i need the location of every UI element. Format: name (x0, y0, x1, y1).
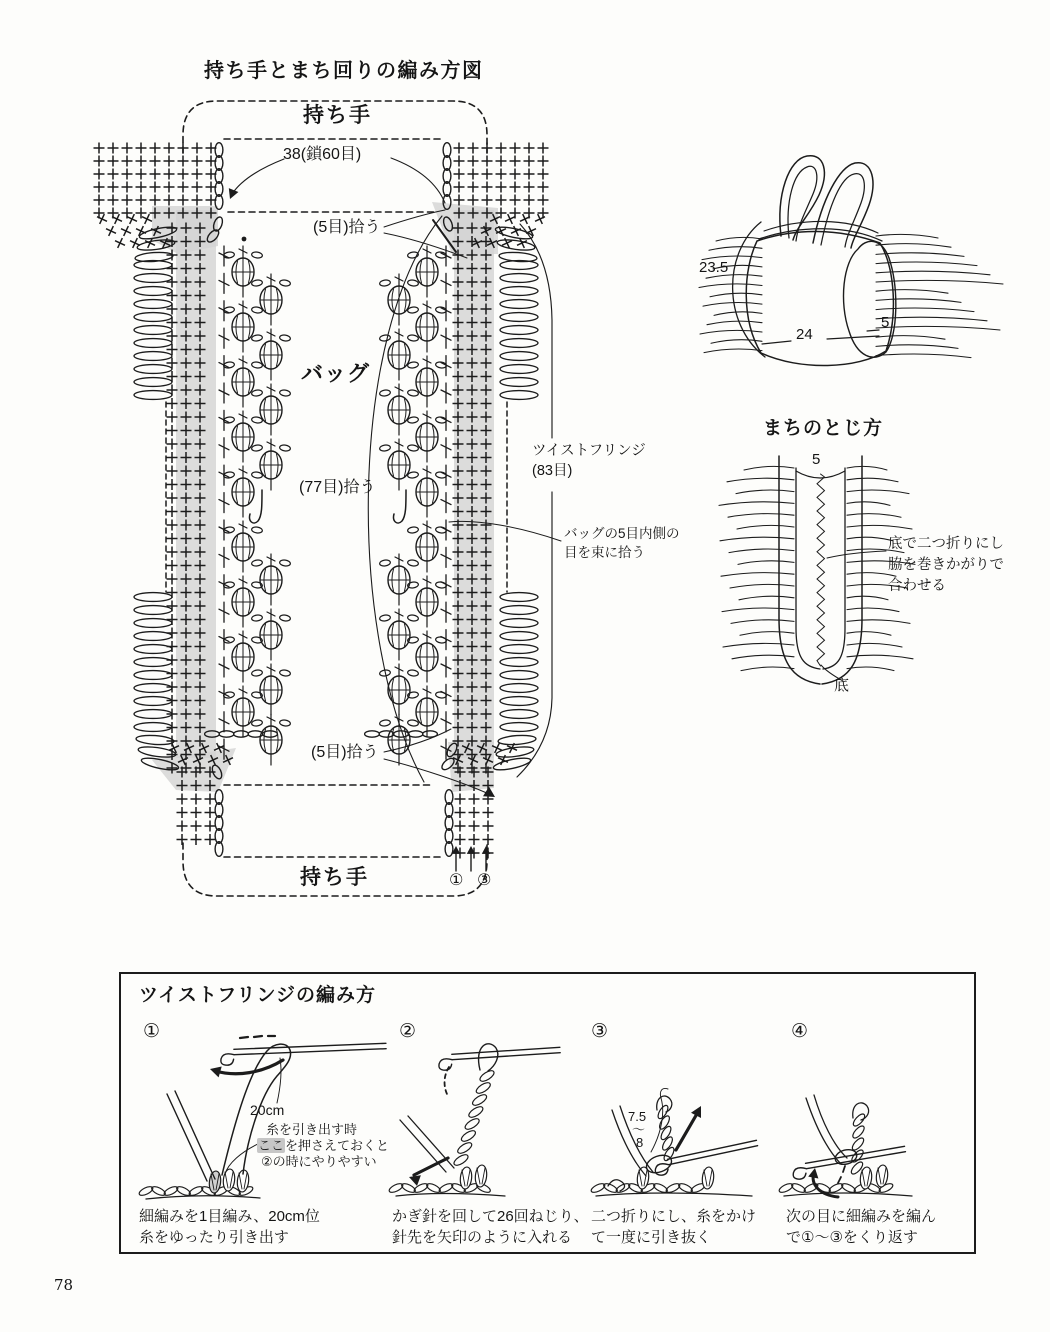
page-number: 78 (54, 1276, 74, 1294)
gusset-bottom-label: 底 (834, 677, 850, 694)
handle-bottom-label: 持ち手 (300, 866, 369, 889)
step1-length-label: 20cm (250, 1102, 285, 1118)
gusset-note-3: 合わせる (888, 578, 946, 594)
step3-len-2: 8 (636, 1135, 644, 1150)
step1-note-highlight: ここ (258, 1138, 285, 1153)
row-marker-1: ① (449, 872, 464, 889)
pickup5-bottom-label: (5目)拾う (311, 744, 379, 761)
bag-dim-gusset: 5 (881, 314, 890, 331)
step2-number: ② (399, 1021, 417, 1042)
pickup-note-1: バッグの5目内側の (564, 526, 680, 541)
step2-caption-2: 針先を矢印のように入れる (392, 1229, 573, 1246)
step3-caption-2: て一度に引き抜く (591, 1229, 712, 1246)
gusset-diagram (719, 456, 915, 684)
fringe-count-label-1: ツイストフリンジ (532, 443, 646, 459)
step2-caption-1: かぎ針を回して26回ねじり、 (392, 1208, 589, 1225)
gusset-note-2: 脇を巻きかがりで (888, 557, 1004, 573)
step1-note-3: ②の時にやりやすい (261, 1154, 377, 1169)
step2-drawing (388, 1044, 560, 1196)
step3-number: ③ (591, 1021, 609, 1042)
step3-drawing (590, 1088, 758, 1196)
gusset-note-1: 底で二つ折りにし (888, 536, 1004, 552)
handle-top-label: 持ち手 (303, 104, 372, 127)
pickup77-label: (77目)拾う (299, 479, 376, 496)
step4-drawing (778, 1095, 912, 1197)
step4-caption-1: 次の目に細編みを編ん (786, 1208, 937, 1225)
step3-len-1: 7.5 (628, 1109, 647, 1124)
pickup-note-2: 目を束に拾う (564, 545, 645, 560)
row-marker-3: ③ (477, 872, 492, 889)
step1-caption-1: 細編みを1目編み、20cm位 (139, 1208, 320, 1225)
panel-title: ツイストフリンジの編み方 (139, 985, 377, 1006)
step3-caption-1: 二つ折りにし、糸をかけ (591, 1208, 757, 1225)
step1-note-2 (257, 1139, 389, 1154)
step1-note-1: 糸を引き出す時 (266, 1122, 358, 1137)
bag-dim-height: 23.5 (699, 259, 729, 276)
step3-len-tilde: 〜 (632, 1122, 646, 1137)
bag-dim-width: 24 (796, 326, 813, 343)
pickup5-top-label: (5目)拾う (313, 219, 381, 236)
chart-title: 持ち手とまち回りの編み方図 (204, 60, 484, 82)
chart-annotations (229, 158, 561, 871)
gusset-title: まちのとじ方 (763, 418, 884, 439)
step4-caption-2: で①〜③をくり返す (786, 1229, 918, 1246)
step1-caption-2: 糸をゆったり引き出す (139, 1229, 289, 1246)
bag-illustration (699, 156, 1003, 366)
step1-number: ① (143, 1021, 161, 1042)
bag-label: バッグ (301, 361, 371, 386)
step4-number: ④ (791, 1021, 809, 1042)
fringe-count-label-2: (83目) (532, 463, 573, 479)
step1-note-2b: を押さえておくと (285, 1138, 390, 1153)
gusset-dim: 5 (812, 451, 821, 468)
chain-count-label: 38(鎖60目) (283, 146, 362, 163)
